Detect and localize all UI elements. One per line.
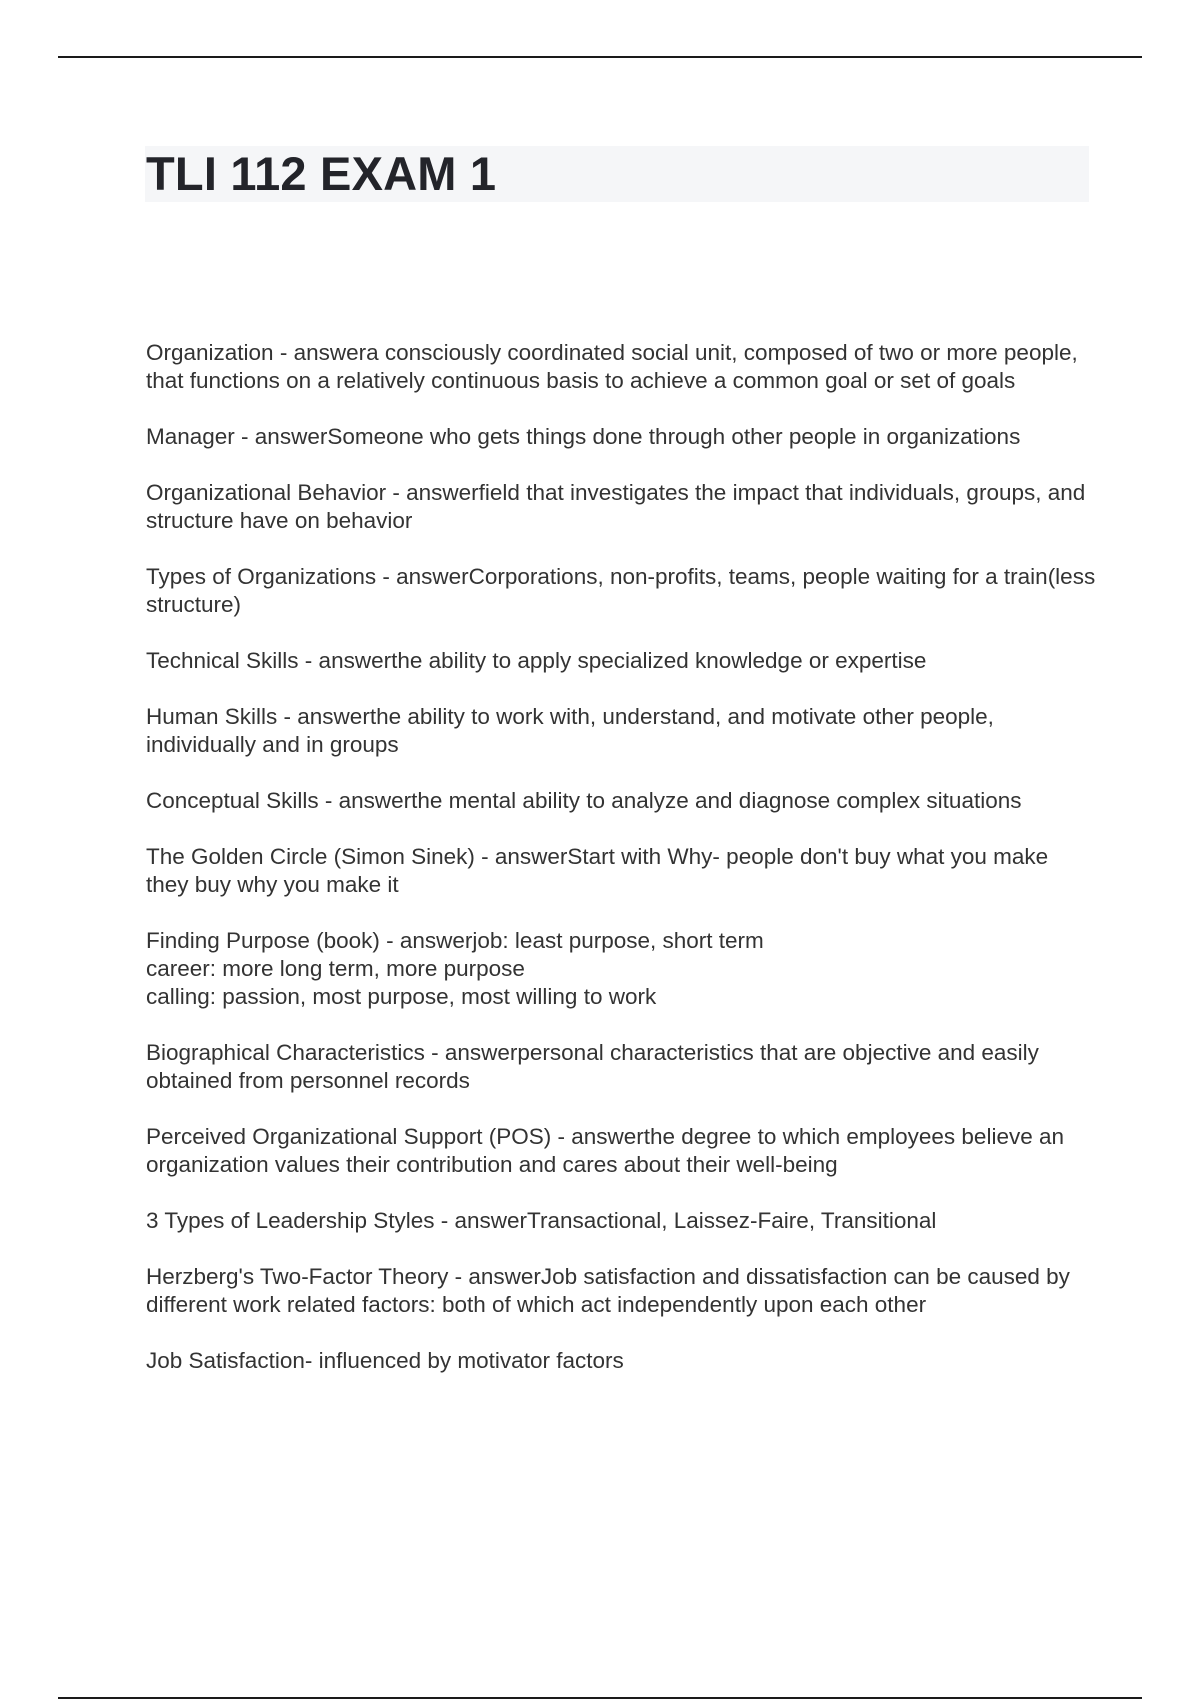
entry-biographical-characteristics: Biographical Characteristics - answerpersonal characteristics that are objective and easily obtained from personnel records (146, 1040, 1039, 1093)
page-title: TLI 112 EXAM 1 (146, 147, 497, 200)
entry-job-satisfaction: Job Satisfaction- influenced by motivator factors (146, 1348, 624, 1373)
entry-finding-purpose: Finding Purpose (book) - answerjob: least purpose, short term career: more long term, more purpose calling: passion, most purpose, most willing to work (146, 928, 764, 1009)
entry-manager: Manager - answerSomeone who gets things done through other people in organizations (146, 424, 1021, 449)
top-rule (58, 56, 1142, 58)
entry-technical-skills: Technical Skills - answerthe ability to apply specialized knowledge or expertise (146, 648, 927, 673)
entry-human-skills: Human Skills - answerthe ability to work with, understand, and motivate other people, individually and in groups (146, 704, 994, 757)
entry-organizational-behavior: Organizational Behavior - answerfield that investigates the impact that individuals, groups, and structure have on behavior (146, 480, 1086, 533)
entry-perceived-organizational-support: Perceived Organizational Support (POS) - answerthe degree to which employees believe an organization values their contribution and cares about their well-being (146, 1124, 1064, 1177)
entry-leadership-styles: 3 Types of Leadership Styles - answerTransactional, Laissez-Faire, Transitional (146, 1208, 937, 1233)
entry-conceptual-skills: Conceptual Skills - answerthe mental ability to analyze and diagnose complex situations (146, 788, 1022, 813)
bottom-rule (58, 1697, 1142, 1699)
entry-organization: Organization - answera consciously coordinated social unit, composed of two or more people, that functions on a relatively continuous basis to achieve a common goal or set of goals (146, 340, 1078, 393)
entry-golden-circle: The Golden Circle (Simon Sinek) - answerStart with Why- people don't buy what you make they buy why you make it (146, 844, 1049, 897)
entry-herzberg-theory: Herzberg's Two-Factor Theory - answerJob satisfaction and dissatisfaction can be caused by different work related factors: both of which act independently upon each other (146, 1264, 1070, 1317)
study-entries (146, 339, 1096, 1403)
entry-types-of-organizations: Types of Organizations - answerCorporations, non-profits, teams, people waiting for a train(less structure) (146, 564, 1096, 617)
